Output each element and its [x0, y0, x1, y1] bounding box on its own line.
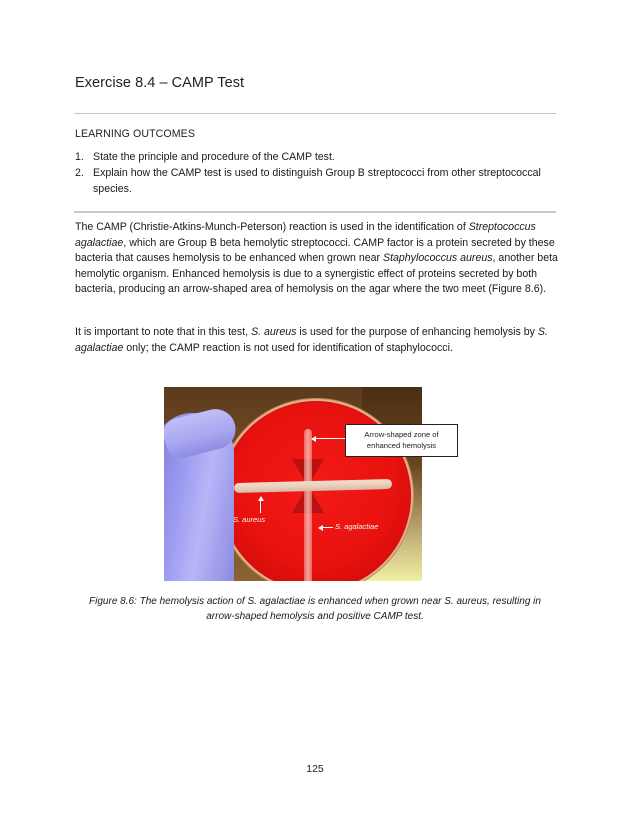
- text-run: only; the CAMP reaction is not used for identification of staphylococci.: [123, 341, 453, 354]
- outcome-text: Explain how the CAMP test is used to distinguish Group B streptococci from other streptococcal species.: [93, 167, 541, 195]
- species-name: S. agalactiae: [75, 326, 548, 354]
- caption-line: arrow-shaped hemolysis and positive CAMP test.: [206, 611, 424, 622]
- learning-outcomes-list: [75, 149, 555, 197]
- text-run: , which are Group B beta hemolytic streptococci. CAMP factor is a protein secreted by these bacteria that causes hemolysis to be enhanced when grown near: [75, 236, 555, 265]
- text-run: It is important to note that in this test,: [75, 326, 252, 338]
- intro-paragraph: [75, 220, 559, 298]
- species-name: S. aureus: [251, 326, 297, 338]
- outcome-text: State the principle and procedure of the CAMP test.: [93, 151, 335, 163]
- species-name: Streptococcus agalactiae: [75, 221, 536, 249]
- species-name: Staphylococcus aureus: [383, 252, 493, 265]
- callout-line: enhanced hemolysis: [366, 440, 437, 450]
- page-title: Exercise 8.4 – CAMP Test: [75, 75, 245, 91]
- arrow-left-icon: [314, 438, 346, 439]
- note-paragraph: [75, 325, 559, 356]
- page-number: 125: [306, 763, 324, 775]
- learning-outcomes-heading: LEARNING OUTCOMES: [75, 128, 196, 140]
- text-run: is used for the purpose of enhancing hemolysis by: [296, 326, 538, 338]
- learning-outcome-item: [75, 149, 555, 165]
- figure-caption: [70, 594, 560, 624]
- arrow-left-icon: [321, 527, 333, 528]
- agalactiae-streak: [304, 429, 312, 581]
- hemolysis-callout: [345, 424, 458, 457]
- arrow-up-icon: [260, 499, 261, 513]
- divider-bottom: [74, 211, 556, 213]
- caption-line: Figure 8.6: The hemolysis action of S. agalactiae is enhanced when grown near S. aureus, resulting in: [89, 596, 541, 607]
- camp-test-photo: [164, 387, 422, 581]
- label-aureus: S. aureus: [233, 515, 266, 524]
- text-run: , another beta hemolytic organism. Enhanced hemolysis is due to a synergistic effect of proteins secreted by both bacteria, producing an arrow-shaped area of hemolysis on the agar where the two meet (Figure 8.6).: [75, 252, 558, 296]
- learning-outcome-item: [75, 165, 555, 197]
- outcome-number: 2.: [75, 167, 84, 179]
- text-run: The CAMP (Christie-Atkins-Munch-Peterson) reaction is used in the identification of: [75, 221, 469, 233]
- callout-line: Arrow-shaped zone of: [364, 430, 439, 439]
- label-agalactiae: S. agalactiae: [335, 522, 379, 531]
- divider-top: [74, 113, 556, 114]
- outcome-number: 1.: [75, 151, 84, 163]
